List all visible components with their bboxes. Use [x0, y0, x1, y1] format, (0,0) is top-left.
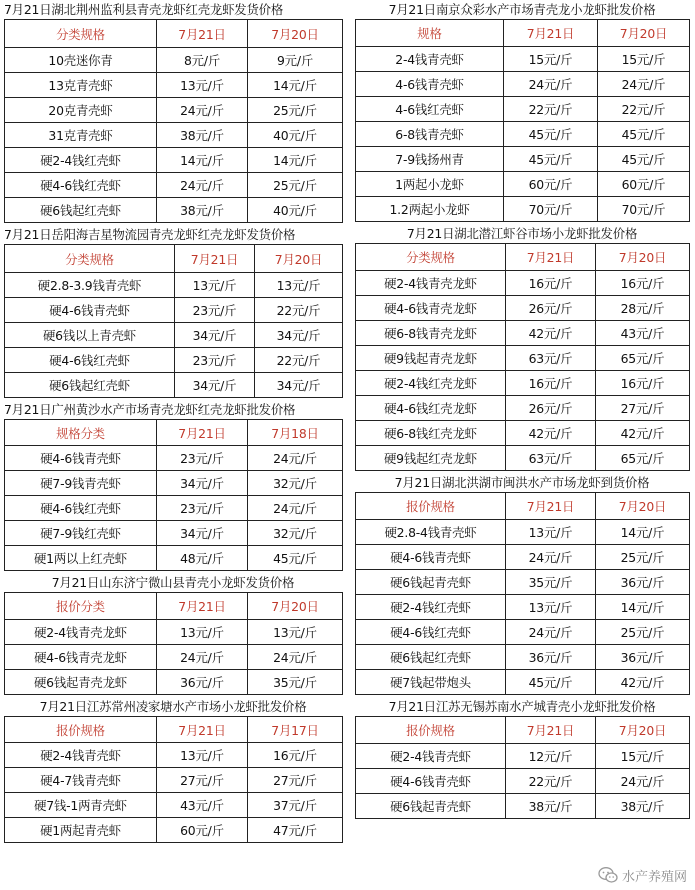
- price-cell: 25元/斤: [248, 173, 343, 198]
- price-cell: 26元/斤: [506, 296, 596, 321]
- right-section-4: [355, 697, 689, 819]
- price-cell: 8元/斤: [157, 48, 248, 73]
- column-header: 7月20日: [596, 244, 690, 271]
- table-row: [356, 645, 690, 670]
- price-cell: 22元/斤: [598, 97, 690, 122]
- spec-cell: 硬6钱起红壳虾: [5, 373, 175, 398]
- table-row: [5, 446, 343, 471]
- column-header: 7月20日: [596, 717, 690, 744]
- table-row: [5, 546, 343, 571]
- column-header: 规格: [356, 20, 504, 47]
- section-title: 7月21日山东济宁微山县青壳小龙虾发货价格: [51, 575, 295, 590]
- price-cell: 13元/斤: [157, 73, 248, 98]
- left-column: [4, 0, 342, 845]
- price-cell: 38元/斤: [506, 794, 596, 819]
- spec-cell: 硬9钱起青壳龙虾: [356, 346, 506, 371]
- spec-cell: 硬2-4钱红壳虾: [5, 148, 157, 173]
- table-row: [356, 520, 690, 545]
- section-title: 7月21日湖北洪湖市闽洪水产市场龙虾到货价格: [394, 475, 650, 490]
- price-cell: 13元/斤: [157, 620, 248, 645]
- section-title: 7月21日湖北荆州监利县青壳龙虾红壳龙虾发货价格: [4, 2, 284, 17]
- table-row: [356, 47, 690, 72]
- column-header: 7月21日: [157, 420, 248, 446]
- table-row: [5, 373, 343, 398]
- spec-cell: 7-9钱扬州青: [356, 147, 504, 172]
- right-section-1: [355, 0, 689, 222]
- price-cell: 42元/斤: [506, 321, 596, 346]
- spec-cell: 硬4-6钱红壳虾: [5, 348, 175, 373]
- column-header: 7月21日: [506, 244, 596, 271]
- spec-cell: 硬7钱-1两青壳虾: [5, 793, 157, 818]
- price-cell: 38元/斤: [157, 198, 248, 223]
- spec-cell: 硬2-4钱红壳龙虾: [356, 371, 506, 396]
- table-row: [356, 197, 690, 222]
- price-cell: 63元/斤: [506, 346, 596, 371]
- column-header: 报价规格: [356, 493, 506, 520]
- price-table: [4, 592, 343, 695]
- price-cell: 13元/斤: [175, 273, 255, 298]
- spec-cell: 硬4-6钱青壳龙虾: [356, 296, 506, 321]
- price-cell: 34元/斤: [157, 471, 248, 496]
- table-row: [356, 122, 690, 147]
- left-section-2: [4, 225, 342, 398]
- spec-cell: 硬6钱起青壳龙虾: [5, 670, 157, 695]
- price-cell: 65元/斤: [596, 446, 690, 471]
- section-title: 7月21日岳阳海吉星物流园青壳龙虾红壳龙虾发货价格: [4, 227, 296, 242]
- spec-cell: 硬2-4钱青壳虾: [5, 743, 157, 768]
- price-table: [355, 492, 690, 695]
- spec-cell: 硬6钱以上青壳虾: [5, 323, 175, 348]
- spec-cell: 1.2两起小龙虾: [356, 197, 504, 222]
- spec-cell: 13克青壳虾: [5, 73, 157, 98]
- spec-cell: 硬6钱起青壳虾: [356, 570, 506, 595]
- price-cell: 70元/斤: [598, 197, 690, 222]
- wechat-icon: [598, 866, 618, 884]
- price-table: [4, 419, 343, 571]
- price-table: [355, 716, 690, 819]
- spec-cell: 31克青壳虾: [5, 123, 157, 148]
- price-cell: 43元/斤: [596, 321, 690, 346]
- price-table: [355, 243, 690, 471]
- table-header-row: [356, 717, 690, 744]
- spec-cell: 硬2-4钱红壳虾: [356, 595, 506, 620]
- table-row: [356, 296, 690, 321]
- table-row: [5, 298, 343, 323]
- table-row: [356, 172, 690, 197]
- price-cell: 16元/斤: [596, 371, 690, 396]
- table-row: [356, 271, 690, 296]
- price-cell: 60元/斤: [598, 172, 690, 197]
- price-cell: 34元/斤: [157, 521, 248, 546]
- price-cell: 26元/斤: [506, 396, 596, 421]
- table-row: [356, 346, 690, 371]
- table-header-row: [356, 493, 690, 520]
- spec-cell: 4-6钱青壳虾: [356, 72, 504, 97]
- price-cell: 22元/斤: [506, 769, 596, 794]
- price-cell: 25元/斤: [596, 545, 690, 570]
- table-row: [5, 48, 343, 73]
- price-cell: 65元/斤: [596, 346, 690, 371]
- table-row: [5, 620, 343, 645]
- spec-cell: 1两起小龙虾: [356, 172, 504, 197]
- price-cell: 45元/斤: [598, 122, 690, 147]
- section-title: 7月21日广州黄沙水产市场青壳龙虾红壳龙虾批发价格: [4, 402, 296, 417]
- price-cell: 14元/斤: [596, 595, 690, 620]
- price-cell: 12元/斤: [506, 744, 596, 769]
- table-row: [356, 446, 690, 471]
- table-row: [356, 744, 690, 769]
- price-cell: 23元/斤: [175, 348, 255, 373]
- price-cell: 47元/斤: [248, 818, 343, 843]
- price-cell: 14元/斤: [157, 148, 248, 173]
- price-cell: 24元/斤: [506, 545, 596, 570]
- table-row: [356, 371, 690, 396]
- table-row: [5, 173, 343, 198]
- price-cell: 48元/斤: [157, 546, 248, 571]
- spec-cell: 硬4-6钱青壳虾: [5, 298, 175, 323]
- column-header: 7月21日: [506, 493, 596, 520]
- price-cell: 42元/斤: [506, 421, 596, 446]
- price-cell: 24元/斤: [504, 72, 598, 97]
- spec-cell: 硬2.8-4钱青壳虾: [356, 520, 506, 545]
- price-cell: 27元/斤: [596, 396, 690, 421]
- price-cell: 24元/斤: [157, 645, 248, 670]
- price-cell: 15元/斤: [504, 47, 598, 72]
- table-row: [356, 321, 690, 346]
- price-cell: 34元/斤: [255, 373, 343, 398]
- spec-cell: 硬2-4钱青壳虾: [356, 744, 506, 769]
- price-cell: 16元/斤: [596, 271, 690, 296]
- table-row: [356, 595, 690, 620]
- column-header: 分类规格: [356, 244, 506, 271]
- price-cell: 24元/斤: [157, 173, 248, 198]
- table-row: [5, 496, 343, 521]
- price-cell: 37元/斤: [248, 793, 343, 818]
- price-cell: 24元/斤: [598, 72, 690, 97]
- column-header: 7月20日: [248, 20, 343, 48]
- table-row: [5, 348, 343, 373]
- table-row: [356, 396, 690, 421]
- price-cell: 22元/斤: [504, 97, 598, 122]
- spec-cell: 硬4-6钱青壳虾: [356, 545, 506, 570]
- column-header: 7月17日: [248, 717, 343, 743]
- column-header: 规格分类: [5, 420, 157, 446]
- price-cell: 45元/斤: [504, 147, 598, 172]
- column-header: 分类规格: [5, 20, 157, 48]
- table-row: [5, 73, 343, 98]
- price-table: [4, 244, 343, 398]
- table-row: [5, 148, 343, 173]
- column-header: 7月20日: [248, 593, 343, 620]
- spec-cell: 硬4-6钱红壳虾: [356, 620, 506, 645]
- price-cell: 40元/斤: [248, 123, 343, 148]
- table-row: [356, 620, 690, 645]
- table-row: [356, 147, 690, 172]
- column-header: 7月21日: [175, 245, 255, 273]
- table-row: [356, 570, 690, 595]
- price-cell: 45元/斤: [248, 546, 343, 571]
- column-header: 7月21日: [506, 717, 596, 744]
- spec-cell: 硬7-9钱青壳虾: [5, 471, 157, 496]
- price-cell: 15元/斤: [596, 744, 690, 769]
- spec-cell: 硬4-6钱红壳虾: [5, 496, 157, 521]
- spec-cell: 硬6钱起红壳虾: [5, 198, 157, 223]
- price-cell: 32元/斤: [248, 471, 343, 496]
- table-header-row: [356, 20, 690, 47]
- price-cell: 34元/斤: [175, 323, 255, 348]
- price-cell: 32元/斤: [248, 521, 343, 546]
- table-row: [356, 794, 690, 819]
- table-row: [5, 793, 343, 818]
- table-header-row: [356, 244, 690, 271]
- table-row: [5, 768, 343, 793]
- price-cell: 15元/斤: [598, 47, 690, 72]
- spec-cell: 硬1两以上红壳虾: [5, 546, 157, 571]
- spec-cell: 硬9钱起红壳龙虾: [356, 446, 506, 471]
- price-cell: 14元/斤: [596, 520, 690, 545]
- right-column: [355, 0, 689, 821]
- left-section-1: [4, 0, 342, 223]
- spec-cell: 6-8钱青壳虾: [356, 122, 504, 147]
- column-header: 7月20日: [596, 493, 690, 520]
- column-header: 报价规格: [356, 717, 506, 744]
- price-cell: 24元/斤: [506, 620, 596, 645]
- table-row: [5, 273, 343, 298]
- table-row: [5, 323, 343, 348]
- table-row: [356, 97, 690, 122]
- price-cell: 38元/斤: [596, 794, 690, 819]
- column-header: 分类规格: [5, 245, 175, 273]
- price-cell: 35元/斤: [506, 570, 596, 595]
- price-cell: 45元/斤: [598, 147, 690, 172]
- spec-cell: 硬4-7钱青壳虾: [5, 768, 157, 793]
- price-cell: 13元/斤: [506, 520, 596, 545]
- price-cell: 60元/斤: [504, 172, 598, 197]
- table-row: [356, 421, 690, 446]
- price-cell: 24元/斤: [157, 98, 248, 123]
- watermark-text: 水产养殖网: [621, 869, 687, 885]
- price-cell: 13元/斤: [506, 595, 596, 620]
- price-cell: 27元/斤: [157, 768, 248, 793]
- price-cell: 9元/斤: [248, 48, 343, 73]
- price-cell: 35元/斤: [248, 670, 343, 695]
- section-title: 7月21日江苏常州凌家塘水产市场小龙虾批发价格: [39, 699, 307, 714]
- spec-cell: 20克青壳虾: [5, 98, 157, 123]
- price-cell: 23元/斤: [157, 496, 248, 521]
- spec-cell: 4-6钱红壳虾: [356, 97, 504, 122]
- spec-cell: 硬4-6钱红壳龙虾: [356, 396, 506, 421]
- spec-cell: 硬2-4钱青壳龙虾: [356, 271, 506, 296]
- price-cell: 38元/斤: [157, 123, 248, 148]
- table-row: [5, 521, 343, 546]
- spec-cell: 2-4钱青壳虾: [356, 47, 504, 72]
- section-title: 7月21日南京众彩水产市场青壳龙小龙虾批发价格: [388, 2, 656, 17]
- price-cell: 16元/斤: [248, 743, 343, 768]
- spec-cell: 硬1两起青壳虾: [5, 818, 157, 843]
- table-row: [5, 645, 343, 670]
- spec-cell: 硬2.8-3.9钱青壳虾: [5, 273, 175, 298]
- spec-cell: 硬6钱起红壳虾: [356, 645, 506, 670]
- price-table: [4, 19, 343, 223]
- price-cell: 36元/斤: [596, 645, 690, 670]
- price-table: [355, 19, 690, 222]
- table-row: [5, 98, 343, 123]
- price-cell: 34元/斤: [255, 323, 343, 348]
- price-cell: 24元/斤: [248, 446, 343, 471]
- column-header: 报价分类: [5, 593, 157, 620]
- price-cell: 42元/斤: [596, 670, 690, 695]
- price-cell: 13元/斤: [157, 743, 248, 768]
- table-header-row: [5, 245, 343, 273]
- table-row: [5, 743, 343, 768]
- table-row: [356, 670, 690, 695]
- table-row: [5, 198, 343, 223]
- price-cell: 13元/斤: [248, 620, 343, 645]
- left-section-5: [4, 697, 342, 843]
- price-cell: 22元/斤: [255, 348, 343, 373]
- price-cell: 36元/斤: [596, 570, 690, 595]
- column-header: 7月18日: [248, 420, 343, 446]
- spec-cell: 硬7-9钱红壳虾: [5, 521, 157, 546]
- price-cell: 24元/斤: [248, 645, 343, 670]
- column-header: 7月21日: [157, 593, 248, 620]
- price-cell: 27元/斤: [248, 768, 343, 793]
- price-cell: 36元/斤: [157, 670, 248, 695]
- spec-cell: 硬6钱起青壳虾: [356, 794, 506, 819]
- table-row: [356, 545, 690, 570]
- spec-cell: 硬4-6钱青壳虾: [5, 446, 157, 471]
- table-row: [5, 123, 343, 148]
- price-cell: 24元/斤: [248, 496, 343, 521]
- table-header-row: [5, 717, 343, 743]
- spec-cell: 硬4-6钱红壳虾: [5, 173, 157, 198]
- column-header: 7月21日: [504, 20, 598, 47]
- price-table: [4, 716, 343, 843]
- price-cell: 25元/斤: [248, 98, 343, 123]
- spec-cell: 硬6-8钱红壳龙虾: [356, 421, 506, 446]
- price-cell: 70元/斤: [504, 197, 598, 222]
- table-row: [5, 471, 343, 496]
- right-section-2: [355, 224, 689, 471]
- column-header: 7月20日: [598, 20, 690, 47]
- price-cell: 34元/斤: [175, 373, 255, 398]
- price-cell: 42元/斤: [596, 421, 690, 446]
- price-cell: 16元/斤: [506, 371, 596, 396]
- spec-cell: 硬7钱起带炮头: [356, 670, 506, 695]
- right-section-3: [355, 473, 689, 695]
- left-section-4: [4, 573, 342, 695]
- watermark: [598, 864, 687, 886]
- price-cell: 23元/斤: [175, 298, 255, 323]
- price-cell: 43元/斤: [157, 793, 248, 818]
- price-cell: 14元/斤: [248, 148, 343, 173]
- section-title: 7月21日江苏无锡苏南水产城青壳小龙虾批发价格: [388, 699, 656, 714]
- price-cell: 23元/斤: [157, 446, 248, 471]
- price-cell: 45元/斤: [506, 670, 596, 695]
- table-header-row: [5, 593, 343, 620]
- price-cell: 16元/斤: [506, 271, 596, 296]
- spec-cell: 硬2-4钱青壳龙虾: [5, 620, 157, 645]
- spec-cell: 硬6-8钱青壳龙虾: [356, 321, 506, 346]
- left-section-3: [4, 400, 342, 571]
- section-title: 7月21日湖北潜江虾谷市场小龙虾批发价格: [406, 226, 638, 241]
- price-cell: 14元/斤: [248, 73, 343, 98]
- spec-cell: 10壳迷你青: [5, 48, 157, 73]
- price-cell: 28元/斤: [596, 296, 690, 321]
- table-header-row: [5, 20, 343, 48]
- column-header: 报价规格: [5, 717, 157, 743]
- price-cell: 40元/斤: [248, 198, 343, 223]
- price-cell: 25元/斤: [596, 620, 690, 645]
- spec-cell: 硬4-6钱青壳龙虾: [5, 645, 157, 670]
- column-header: 7月21日: [157, 20, 248, 48]
- spec-cell: 硬4-6钱青壳虾: [356, 769, 506, 794]
- price-cell: 63元/斤: [506, 446, 596, 471]
- table-row: [356, 72, 690, 97]
- price-cell: 22元/斤: [255, 298, 343, 323]
- column-header: 7月21日: [157, 717, 248, 743]
- table-row: [5, 670, 343, 695]
- table-row: [5, 818, 343, 843]
- table-header-row: [5, 420, 343, 446]
- column-header: 7月20日: [255, 245, 343, 273]
- price-cell: 45元/斤: [504, 122, 598, 147]
- price-cell: 36元/斤: [506, 645, 596, 670]
- price-cell: 13元/斤: [255, 273, 343, 298]
- price-cell: 24元/斤: [596, 769, 690, 794]
- price-cell: 60元/斤: [157, 818, 248, 843]
- table-row: [356, 769, 690, 794]
